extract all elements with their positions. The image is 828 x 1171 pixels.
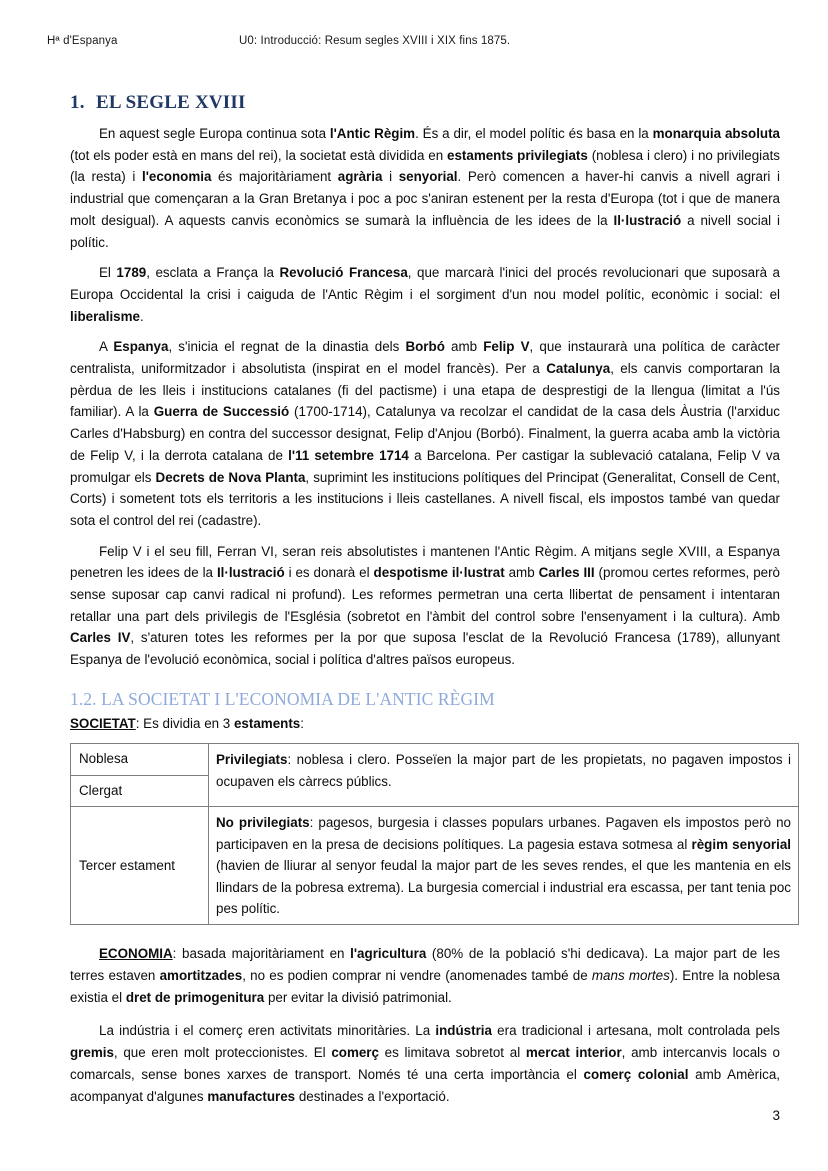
text-run: és majoritàriament	[211, 169, 338, 185]
paragraph-3	[70, 336, 780, 531]
text-run: , esclata a França la	[146, 265, 280, 281]
text-bold: indústria	[435, 1023, 492, 1039]
text-run: ). Entre la noblesa existia el	[70, 968, 781, 1005]
estaments-table	[70, 743, 799, 925]
text-bold: No privilegiats	[216, 815, 310, 831]
text-run: , que marcarà l'inici del procés revolucionari que suposarà a Europa Occidental la crisi i caiguda de l'Antic Règim i el sorgiment d'un nou model polític, econòmic i social: el	[70, 265, 780, 302]
table-cell-noblesa: Noblesa	[71, 744, 209, 775]
text-run: , suprimint les institucions polítiques del Principat (Generalitat, Consell de Cent, Corts) i sometent tots els territoris a les institucions i lleis castellanes. A nivell fiscal, els impostos també van quedar sota el control del rei (cadastre).	[70, 469, 780, 528]
text-bold: Guerra de Successió	[153, 404, 290, 420]
text-run: amb	[504, 565, 539, 581]
text-run: (80% de la població s'hi dedicava). La major part de les terres estaven	[70, 946, 780, 984]
text-run: per evitar la divisió patrimonial.	[264, 989, 452, 1005]
section-number: 1.	[70, 92, 85, 113]
text-bold: 1789	[116, 265, 147, 281]
text-run: . És a dir, el model polític és basa en la	[415, 126, 653, 141]
text-run: destinades a l'exportació.	[295, 1088, 450, 1104]
text-bold: dret de primogenitura	[125, 989, 265, 1005]
header-center-text: U0: Introducció: Resum segles XVIII i XIX fins 1875.	[239, 35, 511, 47]
text-bold: estaments	[233, 715, 301, 731]
page-number: 3	[772, 1108, 780, 1123]
text-bold: Carles IV	[70, 630, 131, 646]
text-bold: règim senyorial	[691, 836, 791, 852]
text-italic: mans mortes	[591, 968, 670, 984]
text-run: es limitava sobretot al	[378, 1045, 526, 1061]
text-run: (noblesa i clero) i no privilegiats (la resta) i	[70, 147, 780, 185]
text-bold: mercat interior	[525, 1045, 622, 1061]
text-bold: agrària	[337, 169, 383, 185]
text-run: , amb intercanvis locals o comarcals, sense bones xarxes de transport. Només té una certa importància el	[70, 1045, 780, 1082]
text-bold: l'Antic Règim	[329, 126, 416, 141]
text-bold: liberalisme	[70, 308, 140, 324]
text-bold: l'11 setembre 1714	[288, 447, 409, 463]
text-bold: comerç colonial	[583, 1066, 689, 1082]
text-run: En aquest segle Europa continua sota	[99, 126, 330, 141]
text-run: i	[382, 169, 399, 185]
text-run: Felip V i el seu fill, Ferran VI, seran reis absolutistes i mantenen l'Antic Règim. A mitjans segle XVIII, a Espanya penetren les idees de la	[70, 543, 780, 581]
text-bold: Catalunya	[546, 361, 611, 377]
text-run: amb Amèrica, acompanyat d'algunes	[70, 1066, 780, 1104]
text-bold: Revolució Francesa	[279, 265, 408, 281]
text-run: : noblesa i clero. Posseïen la major part de les propietats, no pagaven impostos i ocupaven els càrrecs públics.	[216, 752, 791, 789]
text-run: (promou certes reformes, però sense suposar cap canvi radical ni profund). Les reformes permetran una certa llibertat de pensament i intentaran retallar una part dels privilegis de l'Església (sobretot en l'àmbit del control sobre l'ensenyament i la cultura). Amb	[70, 565, 780, 624]
table-cell-clergat: Clergat	[71, 775, 209, 806]
text-run: a nivell social i polític.	[70, 212, 781, 250]
text-run: : pagesos, burgesia i classes populars urbanes. Pagaven els impostos però no participaven en la presa de decisions polítiques. La pagesia estava sotmesa al	[216, 815, 791, 852]
text-run: : Es dividia en 3	[135, 715, 234, 731]
header-left-text: Hª d'Espanya	[47, 35, 118, 47]
text-bold: manufactures	[207, 1088, 296, 1104]
text-run: , s'inicia el regnat de la dinastia dels	[168, 339, 406, 355]
text-run: La indústria i el comerç eren activitats minoritàries. La	[99, 1023, 436, 1039]
text-run: a Barcelona. Per castigar la sublevació catalana, Felip V va promulgar els	[70, 447, 781, 485]
table-cell-tercer-estament: Tercer estament	[71, 807, 209, 925]
paragraph-6	[70, 1020, 780, 1107]
text-bold: l'economia	[142, 169, 212, 185]
text-bold: gremis	[70, 1045, 114, 1061]
text-run: , els canvis comportaran la pèrdua de les lleis i institucions catalanes (fi del pactisme) i una etapa de desprestigi de la llengua (limitat a l'ús familiar). A la	[70, 361, 780, 420]
table-row	[71, 744, 799, 775]
text-run: (tot els poder està en mans del rei), la societat està dividida en	[70, 147, 448, 163]
text-bold: estaments privilegiats	[447, 147, 588, 163]
document-running-header	[47, 35, 781, 47]
text-run: era tradicional i artesana, molt controlada pels	[491, 1023, 781, 1039]
text-run: . Però comencen a haver-hi canvis a nivell agrari i industrial que començaran a la Gran Bretanya i poc a poc s'aniran estenent per la resta d'Europa (tot i que de manera molt desigual). A aquests canvis econòmics se sumarà la influència de les idees de la	[70, 169, 780, 228]
text-bold: comerç	[331, 1045, 379, 1061]
text-bold: amortitzades	[159, 968, 243, 984]
text-bold: Borbó	[405, 339, 445, 355]
text-bold: despotisme il·lustrat	[373, 565, 505, 581]
section-title-text: EL SEGLE XVIII	[96, 92, 246, 113]
table-row	[71, 807, 799, 925]
paragraph-1	[70, 123, 780, 253]
page-title	[70, 92, 780, 114]
text-run: , que eren molt proteccionistes. El	[113, 1045, 332, 1061]
document-content	[70, 92, 791, 1116]
paragraph-economia	[70, 943, 780, 1008]
text-run: , no es podien comprar ni vendre (anomenades també de	[242, 968, 592, 984]
text-bold: Decrets de Nova Planta	[155, 469, 306, 485]
paragraph-2	[70, 262, 780, 327]
text-run: , s'aturen totes les reformes per la por que suposa l'esclat de la Revolució Francesa (1789), allunyant Espanya de l'evolució econòmica, social i política d'altres països europeus.	[70, 630, 780, 668]
paragraph-4	[70, 541, 780, 671]
text-run: (1700-1714), Catalunya va recolzar el candidat de la casa dels Àustria (l'arxiduc Carles d'Habsburg) en contra del successor designat, Felip d'Anjou (Borbó). Finalment, la guerra acaba amb la victòria de Felip V, i la derrota catalana de	[70, 404, 780, 463]
text-run: : basada majoritàriament en	[172, 946, 351, 962]
text-run: , que instaurarà una política de caràcter centralista, uniformitzador i absolutista (inspirat en el model francès). Per a	[70, 339, 780, 377]
text-underline-bold: ECONOMIA	[99, 946, 173, 962]
societat-lead-line	[70, 713, 780, 734]
text-bold: Privilegiats	[216, 752, 288, 768]
text-bold: senyorial	[398, 169, 458, 185]
table-cell-no-privilegiats	[209, 807, 799, 925]
text-bold: Espanya	[113, 339, 169, 355]
text-bold: Carles III	[538, 565, 595, 581]
text-run: A	[99, 339, 114, 355]
text-run: El	[99, 265, 117, 281]
text-bold: Il·lustració	[216, 565, 285, 581]
text-run: .	[139, 308, 144, 324]
text-run: i es donarà el	[284, 565, 374, 581]
text-bold: monarquia absoluta	[652, 126, 780, 141]
text-bold: l'agricultura	[350, 946, 427, 962]
subsection-title: 1.2. LA SOCIETAT I L'ECONOMIA DE L'ANTIC RÈGIM	[70, 688, 495, 709]
table-cell-privilegiats	[209, 744, 799, 807]
text-run: :	[300, 715, 304, 731]
text-run: (havien de lliurar al senyor feudal la major part de les seves rendes, el que les mantenia en els llindars de la pobresa extrema). La burgesia comercial i industrial era escassa, per tant tenia poc pes polític.	[216, 858, 791, 916]
text-run: amb	[444, 339, 484, 355]
text-bold: Felip V	[483, 339, 530, 355]
text-bold: Il·lustració	[613, 212, 682, 228]
text-underline-bold: SOCIETAT	[70, 715, 136, 731]
